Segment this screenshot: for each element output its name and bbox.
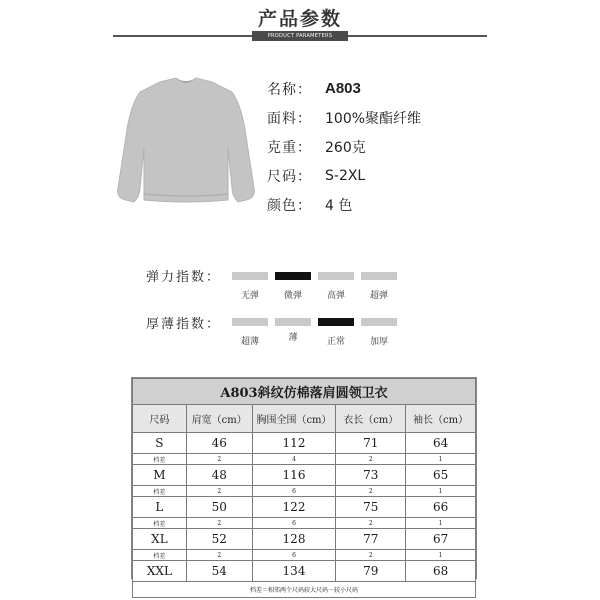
table-row <box>133 529 476 550</box>
diff-cell: 6 <box>252 550 336 561</box>
size-cell: S <box>133 433 187 454</box>
elasticity-option: 高弹 <box>326 291 345 301</box>
diff-cell: 1 <box>406 518 476 529</box>
thickness-bar <box>232 318 268 326</box>
diff-cell: 1 <box>406 550 476 561</box>
value-cell: 134 <box>252 561 336 582</box>
diff-row <box>133 486 476 497</box>
param-row-color <box>267 190 421 219</box>
table-header: 衣长（cm） <box>336 405 406 433</box>
table-header: 肩宽（cm） <box>186 405 252 433</box>
elasticity-bar <box>232 272 268 280</box>
thickness-option: 正常 <box>326 337 345 347</box>
value-cell: 64 <box>406 433 476 454</box>
value-cell: 68 <box>406 561 476 582</box>
elasticity-bar <box>318 272 354 280</box>
value-cell: 122 <box>252 497 336 518</box>
diff-row <box>133 518 476 529</box>
thickness-bar <box>361 318 397 326</box>
table-title: A803斜纹仿棉落肩圆领卫衣 <box>133 379 476 405</box>
param-row-name <box>267 74 421 103</box>
value-cell: 116 <box>252 465 336 486</box>
param-value: A803 <box>325 80 361 97</box>
diff-label: 档差 <box>133 454 187 465</box>
thickness-bar <box>275 318 311 326</box>
value-cell: 79 <box>336 561 406 582</box>
elasticity-option: 微弹 <box>283 291 302 301</box>
diff-cell: 6 <box>252 486 336 497</box>
param-label: 尺码： <box>267 168 312 185</box>
thickness-option: 超薄 <box>240 337 259 347</box>
param-row-size <box>267 161 421 190</box>
elasticity-bar <box>361 272 397 280</box>
value-cell: 54 <box>186 561 252 582</box>
table-footnote: 档差＝相邻两个尺码较大尺码－较小尺码 <box>133 582 476 598</box>
value-cell: 46 <box>186 433 252 454</box>
param-label: 颜色： <box>267 197 312 214</box>
diff-cell: 2 <box>336 486 406 497</box>
diff-cell: 2 <box>186 454 252 465</box>
thickness-option: 薄 <box>288 333 298 343</box>
size-table <box>132 378 476 598</box>
elasticity-option: 无弹 <box>240 291 259 301</box>
value-cell: 52 <box>186 529 252 550</box>
diff-row <box>133 550 476 561</box>
section-title: 产品参数 <box>257 8 342 30</box>
value-cell: 128 <box>252 529 336 550</box>
table-row <box>133 497 476 518</box>
elasticity-bar-selected <box>275 272 311 280</box>
table-row <box>133 561 476 582</box>
size-cell: XXL <box>133 561 187 582</box>
value-cell: 112 <box>252 433 336 454</box>
table-header: 尺码 <box>133 405 187 433</box>
sweatshirt-image <box>114 76 258 208</box>
table-header: 胸围全围（cm） <box>252 405 336 433</box>
size-cell: L <box>133 497 187 518</box>
thickness-bar-selected <box>318 318 354 326</box>
diff-label: 档差 <box>133 486 187 497</box>
section-badge: PRODUCT PARAMETERS <box>252 31 348 41</box>
table-row <box>133 433 476 454</box>
param-row-fabric <box>267 103 421 132</box>
param-row-weight <box>267 132 421 161</box>
diff-cell: 2 <box>336 550 406 561</box>
diff-cell: 2 <box>186 486 252 497</box>
diff-cell: 6 <box>252 518 336 529</box>
diff-cell: 2 <box>186 550 252 561</box>
diff-cell: 2 <box>186 518 252 529</box>
param-value: 260克 <box>325 139 366 156</box>
thickness-option: 加厚 <box>369 337 388 347</box>
diff-row <box>133 454 476 465</box>
param-value: 100%聚酯纤维 <box>325 110 422 127</box>
thickness-label: 厚薄指数： <box>146 317 222 332</box>
param-value: S-2XL <box>325 167 366 184</box>
table-header: 袖长（cm） <box>406 405 476 433</box>
value-cell: 65 <box>406 465 476 486</box>
size-cell: M <box>133 465 187 486</box>
value-cell: 50 <box>186 497 252 518</box>
value-cell: 67 <box>406 529 476 550</box>
value-cell: 66 <box>406 497 476 518</box>
size-cell: XL <box>133 529 187 550</box>
value-cell: 73 <box>336 465 406 486</box>
diff-cell: 4 <box>252 454 336 465</box>
value-cell: 48 <box>186 465 252 486</box>
diff-cell: 2 <box>336 518 406 529</box>
param-label: 克重： <box>267 139 312 156</box>
diff-label: 档差 <box>133 550 187 561</box>
table-row <box>133 465 476 486</box>
product-params <box>267 74 421 219</box>
param-value: 4 色 <box>325 197 353 214</box>
param-label: 名称： <box>267 81 312 98</box>
diff-cell: 1 <box>406 454 476 465</box>
elasticity-option: 超弹 <box>369 291 388 301</box>
param-label: 面料： <box>267 110 312 127</box>
diff-cell: 1 <box>406 486 476 497</box>
value-cell: 75 <box>336 497 406 518</box>
value-cell: 71 <box>336 433 406 454</box>
diff-label: 档差 <box>133 518 187 529</box>
size-chart <box>131 377 477 594</box>
elasticity-label: 弹力指数： <box>146 270 222 285</box>
diff-cell: 2 <box>336 454 406 465</box>
value-cell: 77 <box>336 529 406 550</box>
